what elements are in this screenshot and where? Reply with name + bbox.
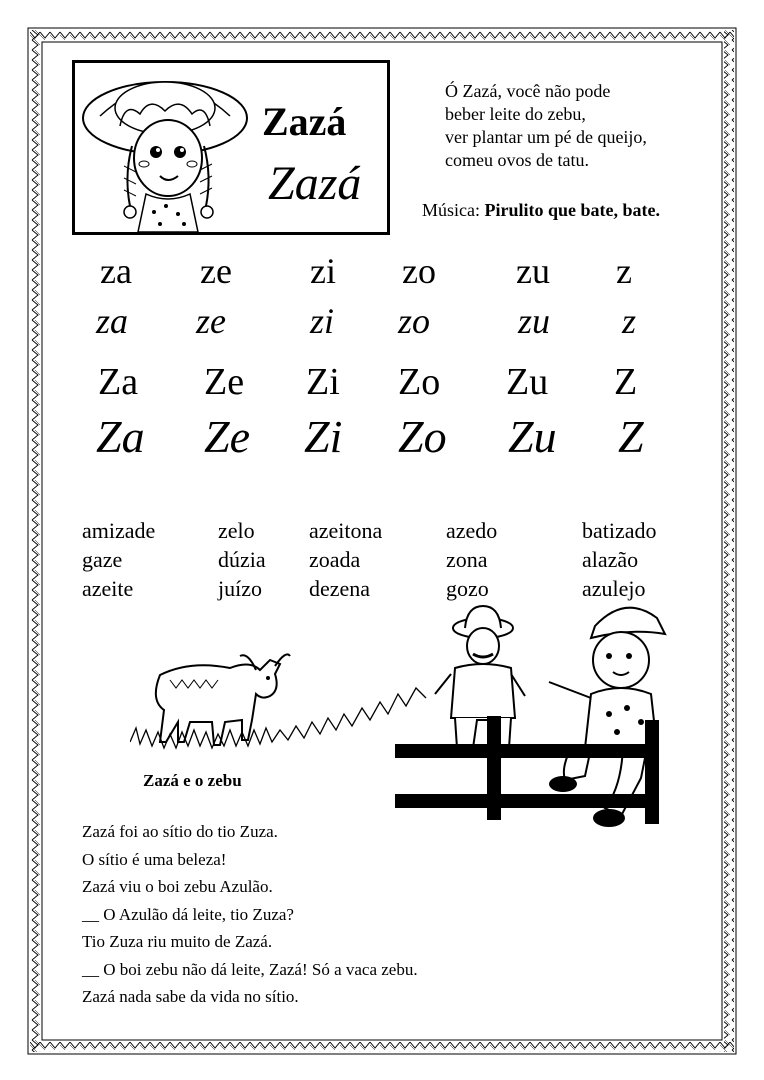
syllable-print-upper: Zi <box>306 361 340 403</box>
song-line: ver plantar um pé de queijo, <box>445 127 647 147</box>
word-item: gaze <box>82 547 123 572</box>
syllable-cursive-lower: zu <box>518 301 551 341</box>
syllable-print-lower: zo <box>402 251 436 291</box>
syllable-cursive-upper: Zi <box>304 411 343 462</box>
word-item: alazão <box>582 547 639 572</box>
word-item: batizado <box>582 518 657 543</box>
word-item: azeitona <box>309 518 383 543</box>
syllable-print-lower: ze <box>200 251 232 291</box>
syllable-print-upper: Ze <box>204 361 245 403</box>
syllable-cursive-lower: za <box>96 301 129 341</box>
syllable-print-upper: Za <box>98 361 139 403</box>
story-line: Tio Zuza riu muito de Zazá. <box>82 932 273 951</box>
word-item: amizade <box>82 518 156 543</box>
syllable-print-lower: zu <box>516 251 550 291</box>
syllable-cursive-upper: Za <box>96 411 145 462</box>
syllable-cursive-upper: Z <box>618 411 644 462</box>
title-cursive: Zazá <box>268 157 362 210</box>
music-name: Pirulito que bate, bate. <box>484 200 660 220</box>
music-credit <box>422 200 660 221</box>
syllable-cursive-lower: zo <box>398 301 431 341</box>
word-item: zoada <box>309 547 361 572</box>
story-line: __ O Azulão dá leite, tio Zuza? <box>82 904 294 924</box>
story-line: __ O boi zebu não dá leite, Zazá! Só a vaca zebu. <box>82 959 418 979</box>
story-line: O sítio é uma beleza! <box>82 849 227 869</box>
word-item: azeite <box>82 576 134 601</box>
syllable-print-upper: Z <box>614 361 638 403</box>
word-item: azedo <box>446 518 498 543</box>
illustration-caption: Zazá e o zebu <box>143 771 242 790</box>
word-item: zona <box>446 547 488 572</box>
girl-illustration <box>80 66 260 232</box>
farm-scene-illustration <box>395 598 695 840</box>
syllable-cursive-upper: Ze <box>204 411 250 462</box>
song-line: Ó Zazá, você não pode <box>445 81 611 101</box>
syllable-print-lower: zi <box>310 251 336 291</box>
bull-illustration <box>130 630 430 770</box>
syllable-cursive-upper: Zu <box>508 411 557 462</box>
story-text <box>82 818 418 1011</box>
syllable-print-upper: Zu <box>506 361 549 403</box>
song-line: comeu ovos de tatu. <box>445 150 589 170</box>
syllable-cursive-lower: z <box>622 301 637 341</box>
song-line: beber leite do zebu, <box>445 104 586 124</box>
music-label: Música: <box>422 200 480 220</box>
word-item: juízo <box>218 576 262 601</box>
syllable-cursive-lower: ze <box>196 301 226 341</box>
story-line: Zazá viu o boi zebu Azulão. <box>82 877 273 896</box>
title-print: Zazá <box>262 99 347 144</box>
story-line: Zazá foi ao sítio do tio Zuza. <box>82 822 278 841</box>
word-item: dezena <box>309 576 371 601</box>
syllable-cursive-upper: Zo <box>398 411 447 462</box>
story-line: Zazá nada sabe da vida no sítio. <box>82 987 299 1006</box>
word-item: zelo <box>218 518 255 543</box>
word-item: gozo <box>446 576 489 601</box>
word-item: dúzia <box>218 547 266 572</box>
syllable-cursive-lower: zi <box>310 301 335 341</box>
syllable-print-lower: za <box>100 251 132 291</box>
syllable-print-upper: Zo <box>398 361 441 403</box>
word-item: azulejo <box>582 576 646 601</box>
song-verse <box>445 80 647 172</box>
syllable-print-lower: z <box>616 251 632 291</box>
